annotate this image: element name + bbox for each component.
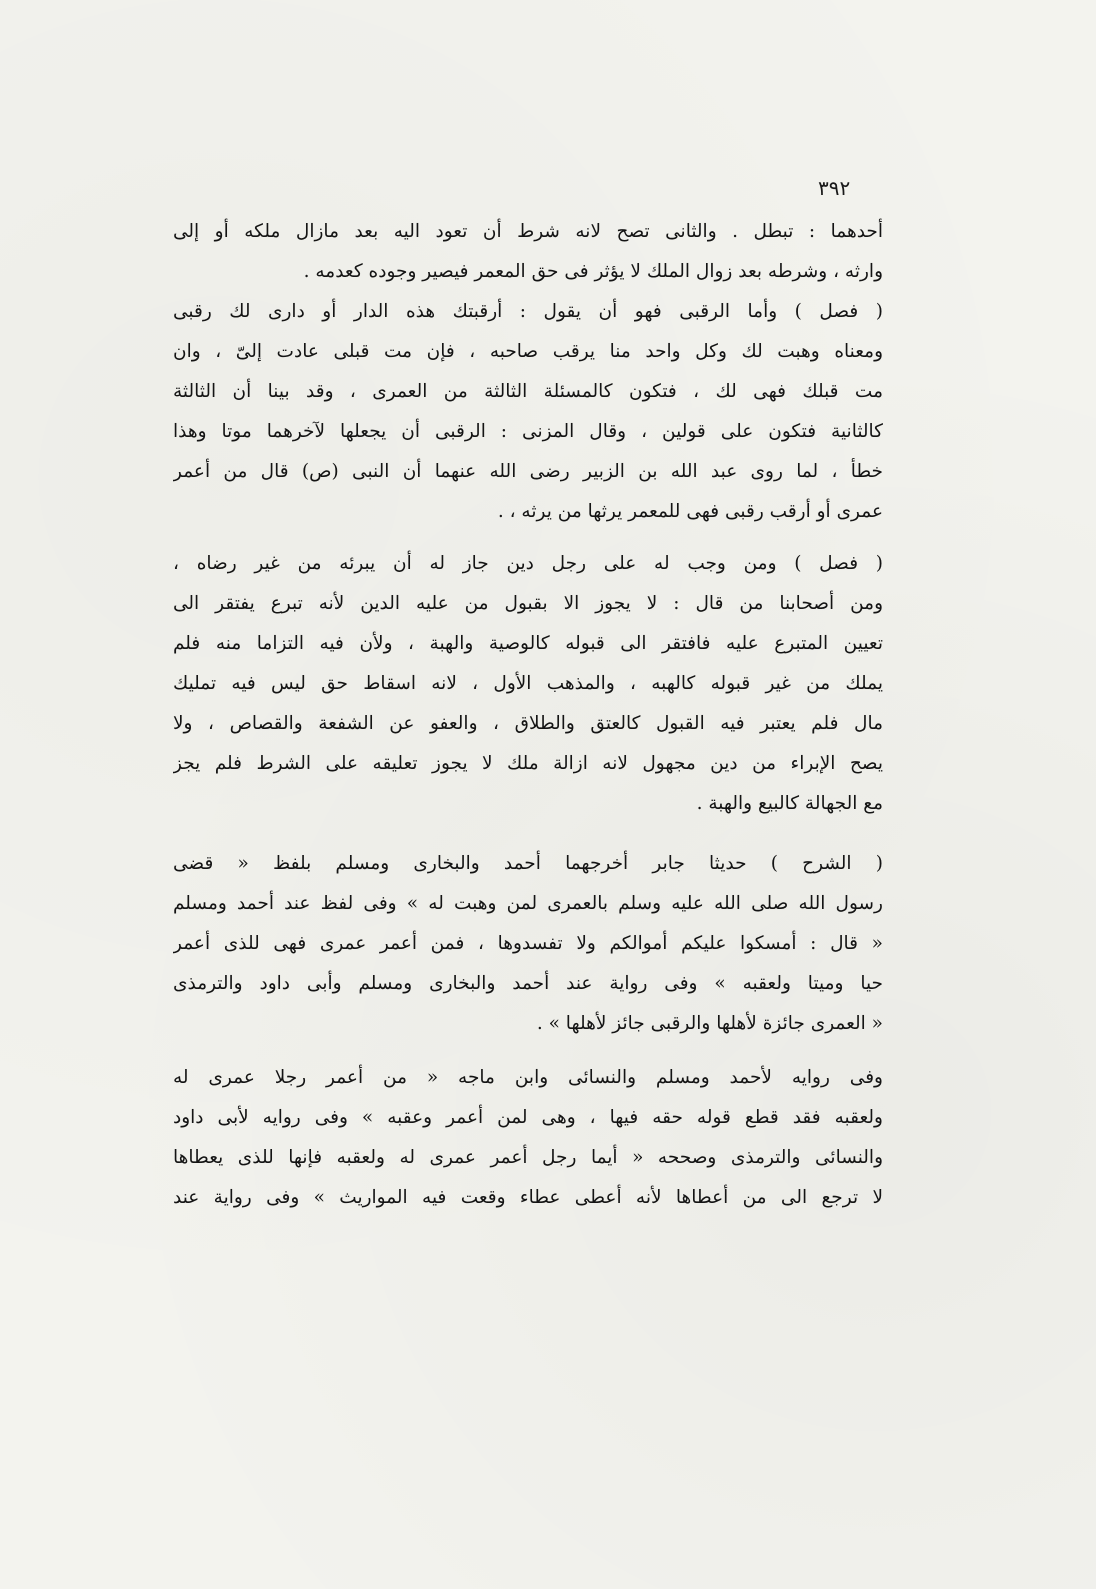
text-line: وفى روايه لأحمد ومسلم والنسائى وابن ماجه « من أعمر رجلا عمرى له <box>173 1067 883 1088</box>
paragraph-5 <box>173 1058 883 1218</box>
text-line: مع الجهالة كالبيع والهبة . <box>696 793 883 814</box>
text-line: لا ترجع الى من أعطاها لأنه أعطى عطاء وقعت فيه المواريث » وفى رواية عند <box>173 1187 883 1208</box>
paragraph-gap <box>173 1044 883 1058</box>
text-column <box>173 212 883 1218</box>
paragraph-gap <box>173 532 883 544</box>
text-line: ومن أصحابنا من قال : لا يجوز الا بقبول من عليه الدين لأنه تبرع يفتقر الى <box>173 593 883 614</box>
text-line: عمرى أو أرقب رقبى فهى للمعمر يرثها من يرثه ، . <box>497 501 883 522</box>
text-line: كالثانية فتكون على قولين ، وقال المزنى : الرقبى أن يجعلها لآخرهما موتا وهذا <box>173 421 883 442</box>
text-line: ( فصل ) وأما الرقبى فهو أن يقول : أرقبتك هذه الدار أو دارى لك رقبى <box>173 301 883 322</box>
paragraph-4 <box>173 844 883 1044</box>
text-line: ( فصل ) ومن وجب له على رجل دين جاز له أن يبرئه من غير رضاه ، <box>173 553 883 574</box>
paragraph-3 <box>173 544 883 824</box>
text-line: يصح الإبراء من دين مجهول لانه ازالة ملك لا يجوز تعليقه على الشرط فلم يجز <box>173 753 883 774</box>
text-line: ولعقبه فقد قطع قوله حقه فيها ، وهى لمن أعمر وعقبه » وفى روايه لأبى داود <box>173 1107 883 1128</box>
page-number: ٣٩٢ <box>818 176 851 200</box>
text-line: مال فلم يعتبر فيه القبول كالعتق والطلاق ، والعفو عن الشفعة والقصاص ، ولا <box>173 713 883 734</box>
text-line: والنسائى والترمذى وصححه « أيما رجل أعمر عمرى له ولعقبه فإنها للذى يعطاها <box>173 1147 883 1168</box>
paragraph-1 <box>173 212 883 292</box>
text-line: « قال : أمسكوا عليكم أموالكم ولا تفسدوها ، فمن أعمر عمرى فهى للذى أعمر <box>173 933 883 954</box>
text-line: أحدهما : تبطل . والثانى تصح لانه شرط أن تعود اليه بعد مازال ملكه أو إلى <box>173 221 883 242</box>
text-line: تعيين المتبرع عليه فافتقر الى قبوله كالوصية والهبة ، ولأن فيه التزاما منه فلم <box>173 633 883 654</box>
paragraph-gap <box>173 824 883 844</box>
text-line: ومعناه وهبت لك وكل واحد منا يرقب صاحبه ، فإن مت قبلى عادت إلىّ ، وان <box>173 341 883 362</box>
text-line: مت قبلك فهى لك ، فتكون كالمسئلة الثالثة من العمرى ، وقد بينا أن الثالثة <box>173 381 883 402</box>
text-line: ( الشرح ) حديثا جابر أخرجهما أحمد والبخارى ومسلم بلفظ « قضى <box>173 853 883 874</box>
paragraph-2 <box>173 292 883 532</box>
text-line: خطأ ، لما روى عبد الله بن الزبير رضى الله عنهما أن النبى (ص) قال من أعمر <box>173 461 883 482</box>
text-line: « العمرى جائزة لأهلها والرقبى جائز لأهلها » . <box>536 1013 883 1034</box>
text-line: وارثه ، وشرطه بعد زوال الملك لا يؤثر فى حق المعمر فيصير وجوده كعدمه . <box>303 261 883 282</box>
text-line: حيا وميتا ولعقبه » وفى رواية عند أحمد والبخارى ومسلم وأبى داود والترمذى <box>173 973 883 994</box>
text-line: رسول الله صلى الله عليه وسلم بالعمرى لمن وهبت له » وفى لفظ عند أحمد ومسلم <box>173 893 883 914</box>
text-line: يملك من غير قبوله كالهبه ، والمذهب الأول ، لانه اسقاط حق ليس فيه تمليك <box>173 673 883 694</box>
